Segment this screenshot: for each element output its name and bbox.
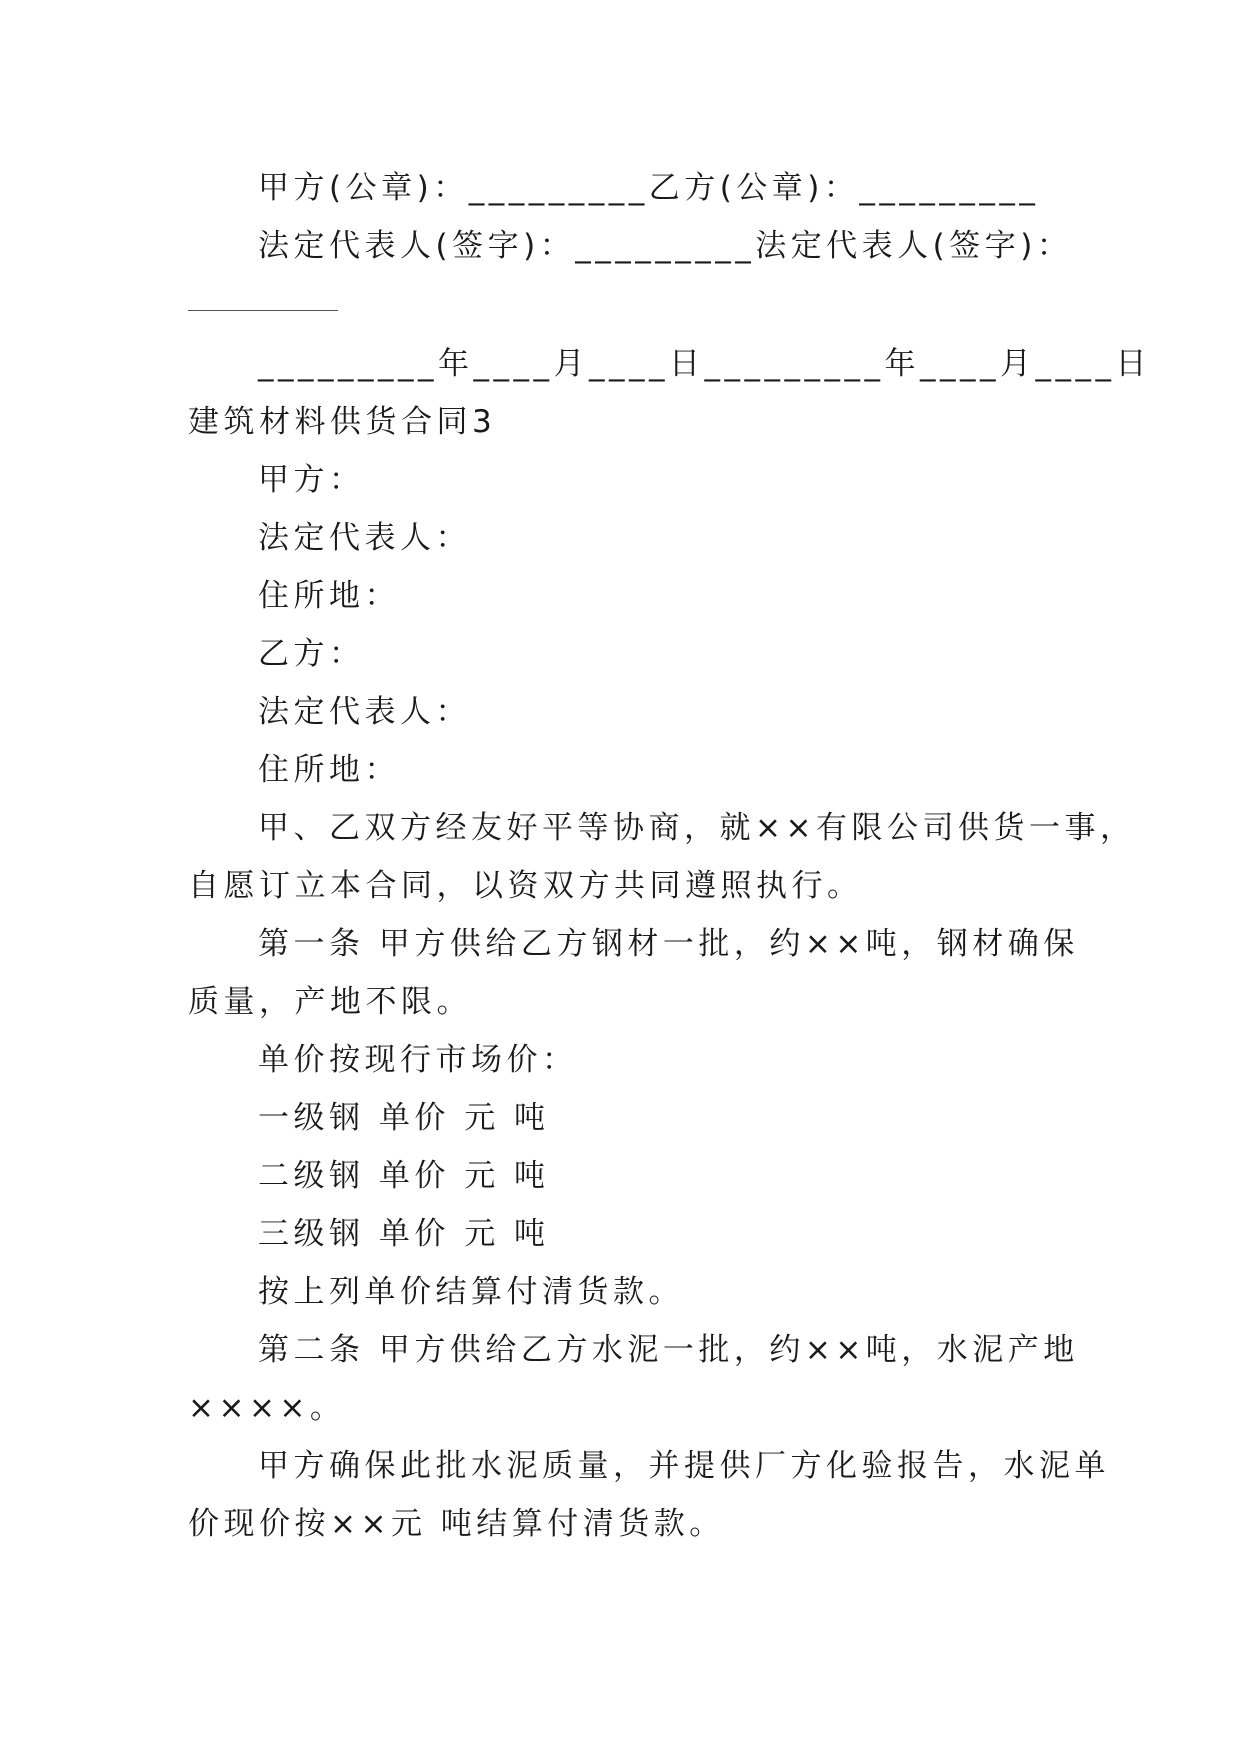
party-a-representative: 法定代表人： — [258, 520, 471, 556]
article-2-line-2: ××××。 — [188, 1390, 346, 1426]
settlement-note: 按上列单价结算付清货款。 — [258, 1274, 684, 1310]
section-title: 建筑材料供货合同3 — [188, 404, 497, 440]
cement-quality-line-1: 甲方确保此批水泥质量，并提供厂方化验报告，水泥单 — [258, 1448, 1110, 1484]
cement-quality-line-2: 价现价按××元 吨结算付清货款。 — [188, 1506, 725, 1542]
article-2-line-1: 第二条 甲方供给乙方水泥一批，约××吨，水泥产地 — [258, 1332, 1079, 1368]
party-b-address: 住所地： — [258, 752, 400, 788]
party-a-address: 住所地： — [258, 578, 400, 614]
party-b-label: 乙方： — [258, 636, 365, 672]
preamble-line-2: 自愿订立本合同，以资双方共同遵照执行。 — [188, 868, 863, 904]
grade-2-steel: 二级钢 单价 元 吨 — [258, 1158, 550, 1194]
signature-line: 法定代表人(签字)：_________法定代表人(签字)： — [258, 228, 1073, 264]
unit-price-note: 单价按现行市场价： — [258, 1042, 578, 1078]
preamble-line-1: 甲、乙双方经友好平等协商，就××有限公司供货一事， — [258, 810, 1136, 846]
party-a-label: 甲方： — [258, 462, 365, 498]
seal-line: 甲方(公章)：_________乙方(公章)：_________ — [258, 170, 1040, 206]
grade-1-steel: 一级钢 单价 元 吨 — [258, 1100, 550, 1136]
signature-blank — [188, 310, 338, 311]
article-1-line-1: 第一条 甲方供给乙方钢材一批，约××吨，钢材确保 — [258, 926, 1079, 962]
date-line: _________年____月____日_________年____月____日 — [258, 346, 1151, 382]
party-b-representative: 法定代表人： — [258, 694, 471, 730]
article-1-line-2: 质量，产地不限。 — [188, 984, 472, 1020]
grade-3-steel: 三级钢 单价 元 吨 — [258, 1216, 550, 1252]
